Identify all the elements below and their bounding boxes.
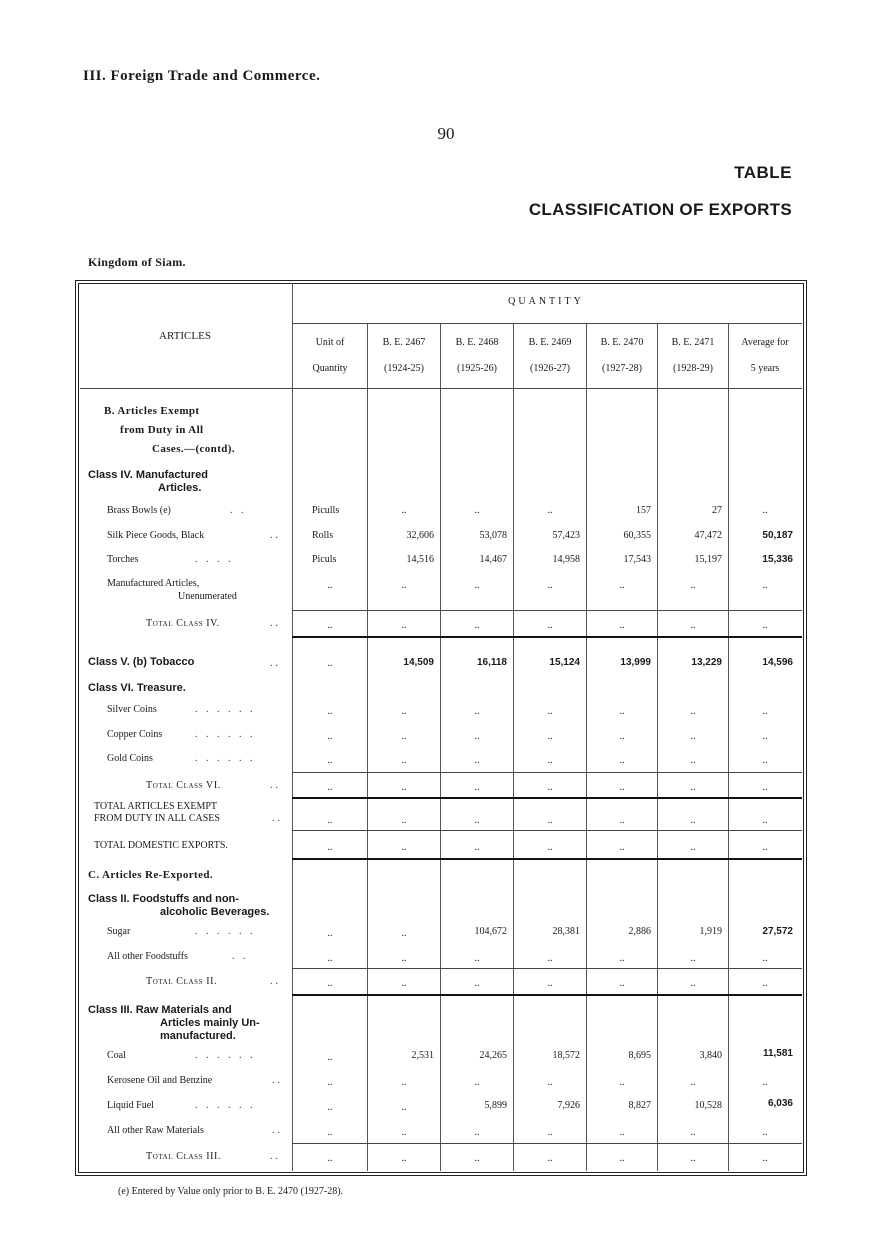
value-cell: 24,265 xyxy=(479,1050,507,1061)
column-header: B. E. 2470 (1927-28) xyxy=(600,337,644,374)
value-cell: 14,509 xyxy=(403,657,434,668)
column-divider xyxy=(440,323,441,1171)
subtotal-rule xyxy=(292,830,802,831)
value-cell: 14,516 xyxy=(406,554,434,565)
value-cell: 17,543 xyxy=(623,554,651,565)
unit-cell: Rolls xyxy=(312,530,334,541)
articles-heading: ARTICLES xyxy=(159,330,211,342)
value-cell: .. xyxy=(547,505,553,516)
class-v-heading: Class V. (b) Tobacco xyxy=(88,656,195,668)
value-cell: 27,572 xyxy=(762,926,793,937)
value-cell: 3,840 xyxy=(699,1050,722,1061)
row-label: All other Foodstuffs xyxy=(107,951,188,962)
subtotal-rule xyxy=(292,1143,802,1144)
section-b-heading: B. Articles Exempt xyxy=(104,405,200,417)
row-label: Copper Coins xyxy=(107,729,163,740)
class-iii-heading: Articles mainly Un- xyxy=(160,1017,260,1029)
column-divider xyxy=(292,283,293,1171)
header-rule xyxy=(80,388,802,389)
value-cell: 13,229 xyxy=(691,657,722,668)
total-rule xyxy=(292,636,802,638)
class-ii-heading: alcoholic Beverages. xyxy=(160,906,270,918)
total-label: Total Class IV. xyxy=(146,618,220,629)
unit-cell: Piculs xyxy=(312,554,337,565)
value-cell: 60,355 xyxy=(623,530,651,541)
quantity-heading: QUANTITY xyxy=(508,296,584,307)
total-label: TOTAL ARTICLES EXEMPT xyxy=(94,801,218,812)
total-label: TOTAL DOMESTIC EXPORTS. xyxy=(94,840,228,851)
class-iii-heading: Class III. Raw Materials and xyxy=(88,1004,232,1016)
column-header: B. E. 2471 (1928-29) xyxy=(671,337,715,374)
value-cell: 2,531 xyxy=(411,1050,434,1061)
table-heading: CLASSIFICATION OF EXPORTS xyxy=(528,200,792,219)
value-cell: 18,572 xyxy=(552,1050,580,1061)
value-cell: 14,467 xyxy=(479,554,507,565)
value-cell: 7,926 xyxy=(557,1100,580,1111)
value-cell: .. xyxy=(474,505,480,516)
total-label: FROM DUTY IN ALL CASES xyxy=(94,813,220,824)
value-cell: 47,472 xyxy=(694,530,722,541)
column-header: Average for 5 years xyxy=(741,337,789,374)
row-label: Silver Coins xyxy=(107,704,157,715)
total-label: Total Class III. xyxy=(146,1151,222,1162)
value-cell: 8,695 xyxy=(628,1050,651,1061)
row-label: All other Raw Materials xyxy=(107,1125,204,1136)
value-cell: 2,886 xyxy=(628,926,651,937)
value-cell: 15,336 xyxy=(762,554,793,565)
subtotal-rule xyxy=(292,610,802,611)
total-label: Total Class II. xyxy=(146,976,218,987)
table-word: TABLE xyxy=(734,163,792,182)
row-label: Sugar xyxy=(107,926,131,937)
country-label: Kingdom of Siam. xyxy=(88,255,186,269)
value-cell: 6,036 xyxy=(767,1098,793,1109)
class-vi-heading: Class VI. Treasure. xyxy=(88,682,186,694)
column-divider xyxy=(367,323,368,1171)
row-label: Silk Piece Goods, Black xyxy=(107,530,205,541)
column-header: B. E. 2467 (1924-25) xyxy=(382,337,426,374)
value-cell: 27 xyxy=(712,505,722,516)
value-cell: 10,528 xyxy=(694,1100,722,1111)
subtotal-rule xyxy=(292,772,802,773)
value-cell: 5,899 xyxy=(484,1100,507,1111)
unit-cell: Piculls xyxy=(312,505,340,516)
value-cell: 15,197 xyxy=(694,554,722,565)
page-number: 90 xyxy=(437,124,455,143)
column-divider xyxy=(728,323,729,1171)
section-c-heading: C. Articles Re-Exported. xyxy=(88,869,214,881)
column-divider xyxy=(657,323,658,1171)
value-cell: 28,381 xyxy=(552,926,580,937)
value-cell: 57,423 xyxy=(552,530,580,541)
class-iv-heading: Class IV. Manufactured xyxy=(88,469,209,481)
class-iv-heading: Articles. xyxy=(158,482,202,494)
value-cell: 1,919 xyxy=(699,926,722,937)
row-label: Torches xyxy=(107,554,139,565)
row-label: Manufactured Articles, xyxy=(107,578,200,589)
value-cell: 104,672 xyxy=(474,926,507,937)
row-label: Liquid Fuel xyxy=(107,1100,154,1111)
header-rule xyxy=(292,323,802,324)
row-label: Kerosene Oil and Benzine xyxy=(107,1075,213,1086)
value-cell: 14,596 xyxy=(762,657,793,668)
row-label: Coal xyxy=(107,1050,126,1061)
section-b-heading: Cases.—(contd). xyxy=(152,443,235,455)
column-header: B. E. 2469 (1926-27) xyxy=(528,337,572,374)
row-label: Brass Bowls (e) xyxy=(107,505,171,516)
column-header: Unit of Quantity xyxy=(312,337,348,374)
column-header: B. E. 2468 (1925-26) xyxy=(455,337,499,374)
total-rule xyxy=(292,994,802,996)
row-label: Unenumerated xyxy=(178,591,237,602)
total-rule xyxy=(292,858,802,860)
column-divider xyxy=(513,323,514,1171)
column-divider xyxy=(586,323,587,1171)
section-b-heading: from Duty in All xyxy=(120,424,204,436)
class-iii-heading: manufactured. xyxy=(160,1030,236,1042)
value-cell: 53,078 xyxy=(479,530,507,541)
row-label: Gold Coins xyxy=(107,753,153,764)
value-cell: .. xyxy=(401,505,407,516)
value-cell: 15,124 xyxy=(549,657,580,668)
value-cell: 11,581 xyxy=(762,1048,793,1059)
total-label: Total Class VI. xyxy=(146,780,221,791)
total-rule xyxy=(292,797,802,799)
class-ii-heading: Class II. Foodstuffs and non- xyxy=(88,893,239,905)
footnote: (e) Entered by Value only prior to B. E. 2470 (1927-28). xyxy=(118,1186,344,1197)
value-cell: 13,999 xyxy=(620,657,651,668)
value-cell: 157 xyxy=(636,505,651,516)
subtotal-rule xyxy=(292,968,802,969)
value-cell: 14,958 xyxy=(552,554,580,565)
value-cell: .. xyxy=(762,505,768,516)
value-cell: 50,187 xyxy=(762,530,793,541)
value-cell: 8,827 xyxy=(628,1100,651,1111)
value-cell: 16,118 xyxy=(476,657,507,668)
value-cell: 32,606 xyxy=(406,530,434,541)
section-title: III. Foreign Trade and Commerce. xyxy=(83,68,321,84)
